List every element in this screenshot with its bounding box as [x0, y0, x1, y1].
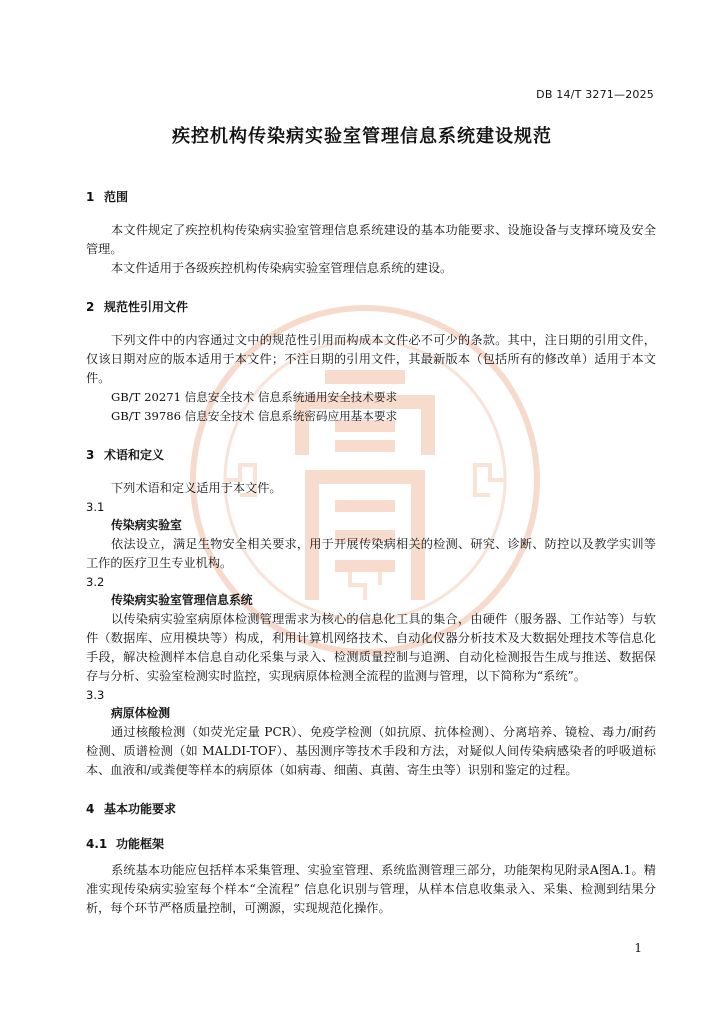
document-title: 疾控机构传染病实验室管理信息系统建设规范	[172, 126, 552, 147]
section-title: 术语和定义	[104, 448, 165, 462]
paragraph: 本文件规定了疾控机构传染病实验室管理信息系统建设的基本功能要求、设施设备与支撑环境及安全管理。	[86, 223, 656, 256]
term-name: 传染病实验室	[111, 518, 182, 532]
paragraph: 本文件适用于各级疾控机构传染病实验室管理信息系统的建设。	[111, 261, 453, 275]
reference-item: GB/T 39786 信息安全技术 信息系统密码应用基本要求	[111, 409, 398, 423]
standard-number: DB 14/T 3271—2025	[536, 88, 654, 101]
section-3-heading	[86, 444, 656, 466]
term-definition: 通过核酸检测（如荧光定量 PCR）、免疫学检测（如抗原、抗体检测）、分离培养、镜检、毒力/耐药检测、质谱检测（如 MALDI-TOF）、基因测序等技术手段和方法，对疑似人间传染病感染者的呼吸道标本、血液和/或粪便等样本的病原体（如病毒、细菌、真菌、寄生虫等）识别和鉴定的过程。	[86, 725, 656, 777]
paragraph: 下列术语和定义适用于本文件。	[111, 481, 282, 495]
section-4-heading	[86, 798, 656, 820]
section-title: 范围	[104, 190, 129, 204]
section-title: 规范性引用文件	[104, 300, 189, 314]
term-definition: 以传染病实验室病原体检测管理需求为核心的信息化工具的集合，由硬件（服务器、工作站等）与软件（数据库、应用模块等）构成，利用计算机网络技术、自动化仪器分析技术及大数据处理技术等信息化手段，解决检测样本信息自动化采集与录入、检测质量控制与追溯、自动化检测报告生成与推送、数据保存与分析、实验室检测实时监控，实现病原体检测全流程的监测与管理，以下简称为“系统”。	[86, 612, 656, 683]
section-number: 2	[86, 300, 95, 314]
term-definition: 依法设立，满足生物安全相关要求，用于开展传染病相关的检测、研究、诊断、防控以及教学实训等工作的医疗卫生专业机构。	[86, 537, 656, 570]
term-number: 3.1	[86, 500, 105, 514]
subsection-title: 功能框架	[116, 837, 165, 851]
paragraph: 系统基本功能应包括样本采集管理、实验室管理、系统监测管理三部分，功能架构见附录A图A.1。精准实现传染病实验室每个样本“全流程” 信息化识别与管理，从样本信息收集录入、采集、检测到结果分析，每个环节严格质量控制，可溯源，实现规范化操作。	[86, 863, 656, 915]
section-2-heading	[86, 296, 656, 318]
section-title: 基本功能要求	[104, 802, 177, 816]
paragraph: 下列文件中的内容通过文中的规范性引用而构成本文件必不可少的条款。其中，注日期的引用文件，仅该日期对应的版本适用于本文件；不注日期的引用文件，其最新版本（包括所有的修改单）适用于本文件。	[86, 333, 656, 385]
term-number: 3.3	[86, 688, 105, 702]
term-name: 传染病实验室管理信息系统	[111, 593, 253, 607]
subsection-number: 4.1	[86, 837, 108, 851]
section-1-heading	[86, 186, 656, 208]
term-name: 病原体检测	[111, 706, 170, 720]
section-number: 4	[86, 802, 95, 816]
term-number: 3.2	[86, 575, 105, 589]
subsection-4-1-heading	[86, 833, 656, 855]
page-number: 1	[634, 941, 642, 955]
document-body	[86, 186, 656, 918]
section-number: 3	[86, 448, 95, 462]
reference-item: GB/T 20271 信息安全技术 信息系统通用安全技术要求	[111, 390, 398, 404]
section-number: 1	[86, 190, 95, 204]
